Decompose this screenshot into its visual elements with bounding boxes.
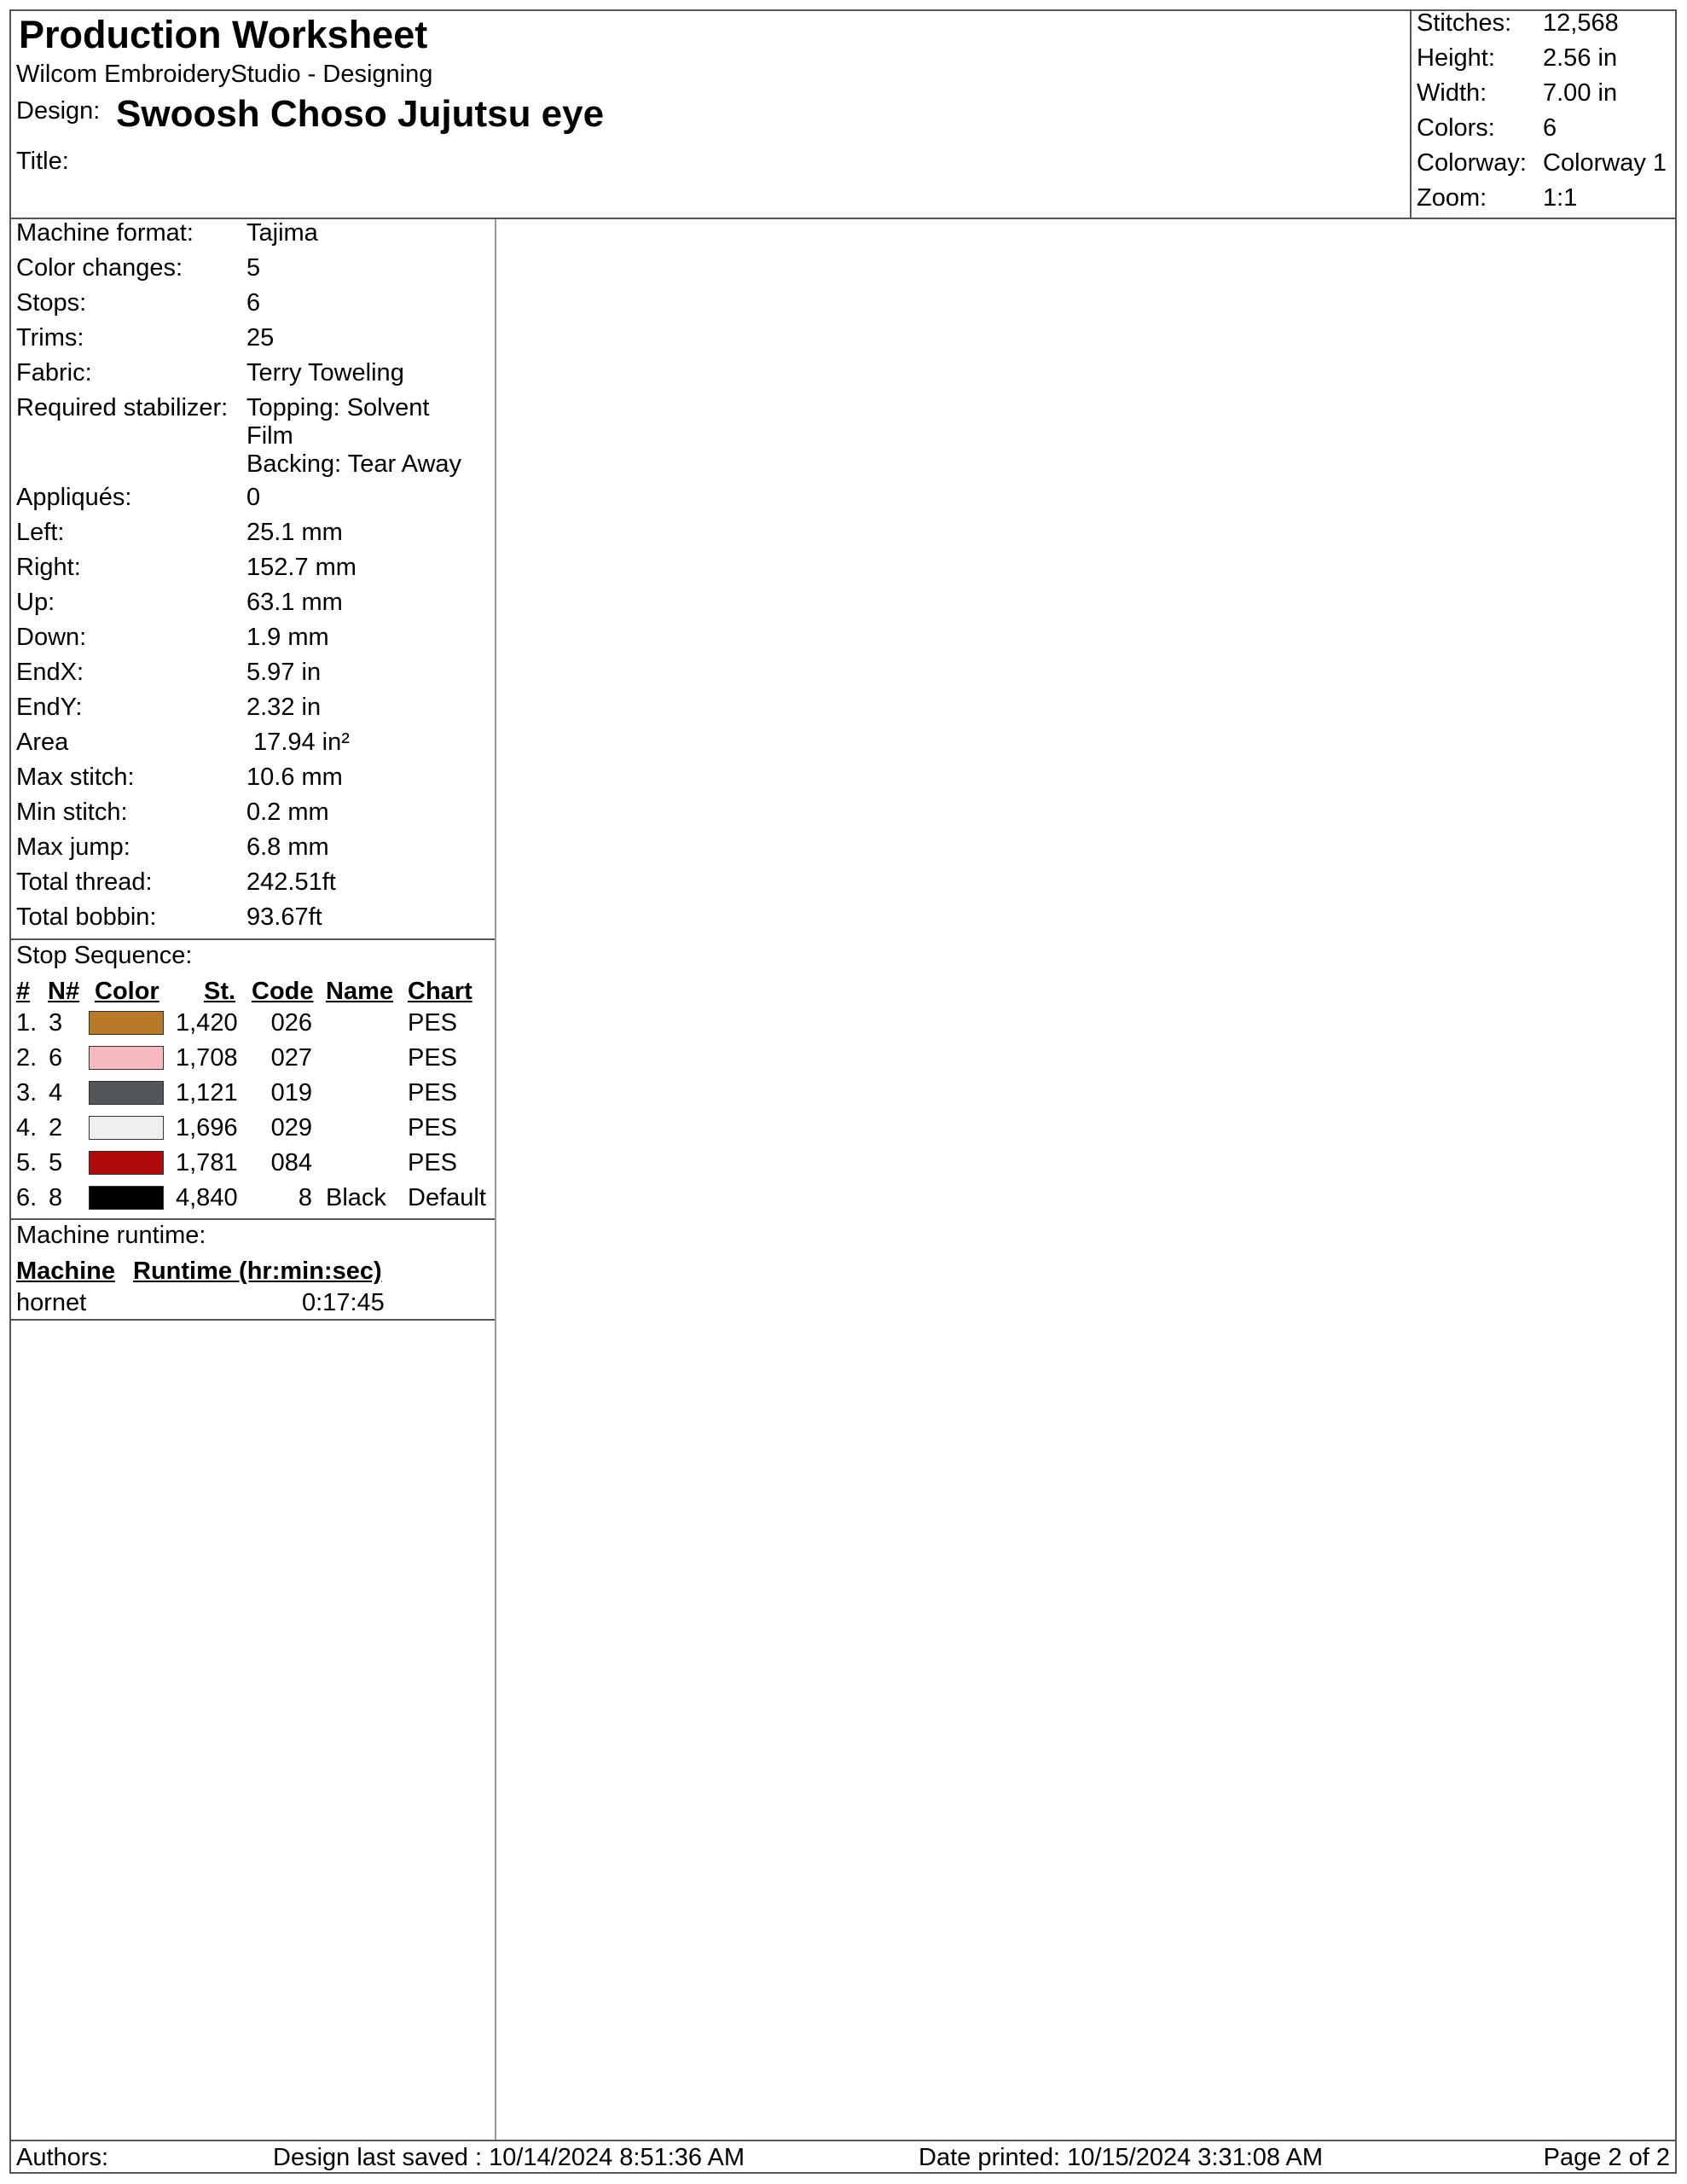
col-header-runtime: Runtime (hr:min:sec)	[133, 1258, 382, 1285]
stop-row-needle: 8	[49, 1184, 63, 1211]
stat-label: Colorway:	[1417, 149, 1527, 177]
stat-value: 12,568	[1543, 9, 1619, 37]
stat-value: 6	[1543, 114, 1557, 142]
thread-color-swatch	[89, 1011, 164, 1035]
stabilizer-backing: Backing: Tear Away	[246, 450, 462, 478]
prop-value: 0.2 mm	[246, 799, 329, 826]
prop-label: Min stitch:	[16, 799, 128, 826]
stop-row-needle: 3	[49, 1009, 63, 1037]
stop-row-chart: PES	[408, 1044, 458, 1072]
stop-row-num: 4.	[16, 1114, 38, 1141]
stop-row-chart: PES	[408, 1114, 458, 1141]
section-divider	[9, 938, 495, 940]
stop-row-chart: Default	[408, 1184, 486, 1211]
prop-label: Stops:	[16, 289, 87, 317]
col-header-num: #	[16, 978, 31, 1005]
worksheet-footer	[9, 2140, 1677, 2174]
stop-row-code: 026	[270, 1009, 312, 1037]
prop-label: Trims:	[16, 324, 84, 351]
stat-value: 1:1	[1543, 184, 1578, 212]
thread-color-swatch	[89, 1081, 164, 1105]
stop-row-code: 019	[270, 1079, 312, 1107]
col-header-chart: Chart	[408, 978, 472, 1005]
prop-label: Machine format:	[16, 219, 194, 247]
prop-value: 5	[246, 254, 261, 282]
col-header-color: Color	[95, 978, 159, 1005]
footer-saved: Design last saved : 10/14/2024 8:51:36 AM	[273, 2144, 745, 2171]
col-header-code: Code	[252, 978, 314, 1005]
runtime-title: Machine runtime:	[16, 1222, 206, 1249]
stat-value: Colorway 1	[1543, 149, 1667, 177]
prop-value: 152.7 mm	[246, 554, 357, 581]
stop-row-stitches: 1,696	[176, 1114, 238, 1141]
col-header-needle: N#	[48, 978, 80, 1005]
prop-value: 2.32 in	[246, 694, 322, 721]
stop-row-chart: PES	[408, 1149, 458, 1176]
prop-value: 6	[246, 289, 261, 317]
prop-label: Down:	[16, 624, 87, 651]
stat-value: 7.00 in	[1543, 79, 1618, 107]
prop-label: EndY:	[16, 694, 83, 721]
stat-label: Stitches:	[1417, 9, 1512, 37]
prop-value: 10.6 mm	[246, 764, 343, 791]
stop-row-stitches: 1,420	[176, 1009, 238, 1037]
prop-value: 17.94 in²	[246, 729, 350, 756]
app-name: Wilcom EmbroideryStudio - Designing	[16, 61, 433, 88]
prop-value: 242.51ft	[246, 868, 336, 896]
stop-row-needle: 2	[49, 1114, 63, 1141]
runtime-time: 0:17:45	[302, 1289, 385, 1316]
footer-page: Page 2 of 2	[1543, 2144, 1670, 2171]
stop-row-code: 027	[270, 1044, 312, 1072]
col-header-stitches: St.	[204, 978, 236, 1005]
stabilizer-topping: Topping: Solvent	[246, 394, 430, 421]
prop-value: 25	[246, 324, 275, 351]
stat-label: Height:	[1417, 44, 1495, 72]
stop-row-stitches: 4,840	[176, 1184, 238, 1211]
prop-label: Total thread:	[16, 868, 153, 896]
stop-row-chart: PES	[408, 1009, 458, 1037]
prop-value: 6.8 mm	[246, 834, 329, 861]
prop-label: Required stabilizer:	[16, 394, 229, 421]
stop-row-num: 6.	[16, 1184, 38, 1211]
stop-row-stitches: 1,121	[176, 1079, 238, 1107]
footer-authors: Authors:	[16, 2144, 108, 2171]
stop-sequence-title: Stop Sequence:	[16, 942, 193, 969]
stop-row-num: 5.	[16, 1149, 38, 1176]
stop-row-code: 029	[270, 1114, 312, 1141]
prop-label: Up:	[16, 589, 55, 616]
prop-label: Total bobbin:	[16, 903, 157, 931]
stop-row-stitches: 1,708	[176, 1044, 238, 1072]
stabilizer-topping-cont: Film	[246, 422, 293, 450]
stop-row-name: Black	[326, 1184, 386, 1211]
stop-row-needle: 6	[49, 1044, 63, 1072]
thread-color-swatch	[89, 1116, 164, 1140]
prop-value: Tajima	[246, 219, 318, 247]
section-divider	[9, 1218, 495, 1220]
prop-label: Left:	[16, 519, 65, 546]
prop-value: 0	[246, 484, 261, 511]
stat-value: 2.56 in	[1543, 44, 1618, 72]
prop-label: Max jump:	[16, 834, 130, 861]
stop-row-num: 3.	[16, 1079, 38, 1107]
design-name: Swoosh Choso Jujutsu eye	[116, 93, 605, 135]
col-header-machine: Machine	[16, 1258, 116, 1285]
stop-row-num: 1.	[16, 1009, 38, 1037]
design-stats	[1410, 9, 1675, 218]
stop-row-num: 2.	[16, 1044, 38, 1072]
stop-row-needle: 4	[49, 1079, 63, 1107]
worksheet-header	[9, 9, 1677, 219]
prop-label: Right:	[16, 554, 81, 581]
column-divider	[495, 219, 496, 2141]
title-label: Title:	[16, 148, 69, 175]
prop-value: 25.1 mm	[246, 519, 343, 546]
design-label: Design:	[16, 97, 101, 125]
prop-value: 63.1 mm	[246, 589, 343, 616]
stat-label: Zoom:	[1417, 184, 1487, 212]
thread-color-swatch	[89, 1151, 164, 1175]
prop-label: Appliqués:	[16, 484, 132, 511]
prop-label: EndX:	[16, 659, 84, 686]
stop-row-chart: PES	[408, 1079, 458, 1107]
col-header-name: Name	[326, 978, 393, 1005]
stop-row-code: 084	[270, 1149, 312, 1176]
thread-color-swatch	[89, 1046, 164, 1070]
prop-label: Max stitch:	[16, 764, 135, 791]
stop-row-code: 8	[298, 1184, 312, 1211]
page-title: Production Worksheet	[19, 13, 428, 56]
prop-label: Fabric:	[16, 359, 92, 386]
prop-value: 5.97 in	[246, 659, 322, 686]
prop-value: 1.9 mm	[246, 624, 329, 651]
runtime-machine: hornet	[16, 1289, 87, 1316]
prop-label: Color changes:	[16, 254, 183, 282]
prop-value: Terry Toweling	[246, 359, 404, 386]
footer-printed: Date printed: 10/15/2024 3:31:08 AM	[919, 2144, 1324, 2171]
stat-label: Width:	[1417, 79, 1487, 107]
thread-color-swatch	[89, 1186, 164, 1210]
stat-label: Colors:	[1417, 114, 1495, 142]
prop-value: 93.67ft	[246, 903, 322, 931]
properties-panel	[9, 219, 496, 1321]
stop-row-stitches: 1,781	[176, 1149, 238, 1176]
stop-row-needle: 5	[49, 1149, 63, 1176]
prop-label: Area	[16, 729, 69, 756]
